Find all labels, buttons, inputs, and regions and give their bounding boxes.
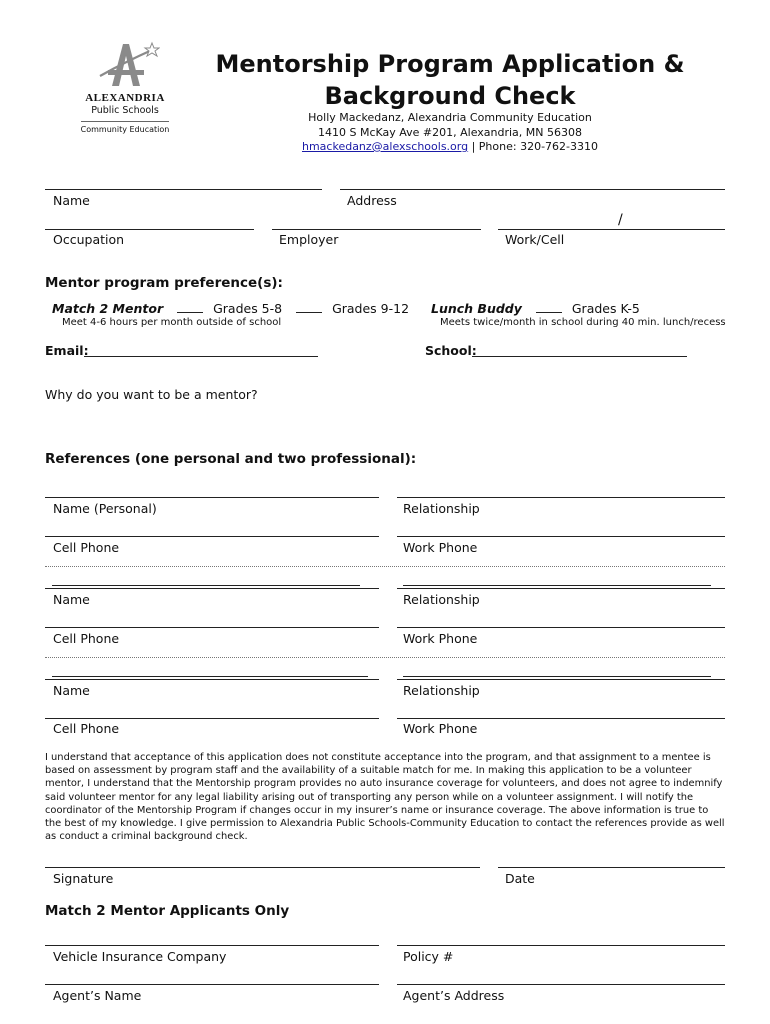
agent-name-line[interactable] xyxy=(45,984,379,985)
contact-email-phone xyxy=(190,140,710,155)
grades-9-12-checkline[interactable] xyxy=(296,302,322,313)
grades-k5-checkline[interactable] xyxy=(536,302,562,313)
alexandria-a-star-icon xyxy=(90,40,160,90)
agent-address-label: Agent’s Address xyxy=(403,988,505,1003)
ref2-work-label: Work Phone xyxy=(403,631,478,646)
ref1-cell-line[interactable] xyxy=(45,536,379,537)
references-heading: References (one personal and two professional): xyxy=(45,451,417,467)
ref2-name-label: Name xyxy=(53,592,90,607)
logo-org-dept: Community Education xyxy=(80,125,170,134)
match-only-heading: Match 2 Mentor Applicants Only xyxy=(45,903,290,919)
ref1-work-line[interactable] xyxy=(397,536,725,537)
ref2-name-blank[interactable] xyxy=(52,585,360,586)
email-label: Email: xyxy=(45,343,89,358)
phone-separator: / xyxy=(618,212,623,228)
ref3-name-line[interactable] xyxy=(45,679,379,680)
policy-label: Policy # xyxy=(403,949,454,964)
ref1-name-line[interactable] xyxy=(45,497,379,498)
email-line[interactable] xyxy=(84,356,318,357)
title-line-1: Mentorship Program Application & xyxy=(215,50,685,78)
ref3-work-line[interactable] xyxy=(397,718,725,719)
ref2-relationship-line[interactable] xyxy=(397,588,725,589)
ref3-name-label: Name xyxy=(53,683,90,698)
ref1-work-label: Work Phone xyxy=(403,540,478,555)
contact-name: Holly Mackedanz, Alexandria Community Education xyxy=(308,111,592,124)
ref3-cell-label: Cell Phone xyxy=(53,721,120,736)
ref1-name-label: Name (Personal) xyxy=(53,501,157,516)
email-link[interactable]: hmackedanz@alexschools.org xyxy=(301,140,469,153)
date-label: Date xyxy=(505,871,535,886)
match-2-mentor-label: Match 2 Mentor xyxy=(52,301,164,316)
vehicle-insurance-line[interactable] xyxy=(45,945,379,946)
ref2-cell-line[interactable] xyxy=(45,627,379,628)
ref3-relationship-blank[interactable] xyxy=(403,676,711,677)
name-label: Name xyxy=(53,193,90,208)
contact-block xyxy=(190,111,710,155)
contact-address: 1410 S McKay Ave #201, Alexandria, MN 56308 xyxy=(317,125,583,139)
vehicle-insurance-label: Vehicle Insurance Company xyxy=(53,949,227,964)
ref2-cell-label: Cell Phone xyxy=(53,631,120,646)
school-label: School: xyxy=(425,343,477,358)
logo-org-name: ALEXANDRIA xyxy=(85,92,165,104)
agreement-paragraph: I understand that acceptance of this application does not constitute acceptance into the program, and that assignment to a mentee is based on assessment by program staff and the availability of a suitable match for me. In making this application to be a volunteer mentor, I understand that the Mentorship program provides no auto insurance coverage for volunteers, and does not agree to indemnify said volunteer mentor for any legal liability arising out of transporting any person while on a volunteer assignment. I will notify the coordinator of the Mentorship Program if changes occur in my insurer’s name or insurance coverage. The above information is true to the best of my knowledge. I give permission to Alexandria Public Schools-Community Education to contact the references provide as well as conduct a criminal background check. xyxy=(45,752,725,843)
agent-address-line[interactable] xyxy=(397,984,725,985)
ref-divider-1 xyxy=(45,566,725,567)
ref3-work-label: Work Phone xyxy=(403,721,478,736)
match-2-mentor-row xyxy=(52,301,409,316)
ref2-work-line[interactable] xyxy=(397,627,725,628)
address-line[interactable] xyxy=(340,189,725,190)
occupation-line[interactable] xyxy=(45,229,254,230)
signature-line[interactable] xyxy=(45,867,480,868)
agent-name-label: Agent’s Name xyxy=(53,988,142,1003)
lunch-buddy-row xyxy=(431,301,640,316)
grades-9-12-label: Grades 9-12 xyxy=(332,301,410,316)
ref1-cell-label: Cell Phone xyxy=(53,540,120,555)
match-note: Meet 4-6 hours per month outside of school xyxy=(62,317,282,328)
contact-phone: | Phone: 320-762-3310 xyxy=(468,140,598,153)
school-logo xyxy=(70,40,180,134)
logo-org-sub: Public Schools xyxy=(91,105,159,116)
workcell-label: Work/Cell xyxy=(505,232,565,247)
ref2-relationship-label: Relationship xyxy=(403,592,480,607)
ref2-relationship-blank[interactable] xyxy=(403,585,711,586)
ref2-name-line[interactable] xyxy=(45,588,379,589)
school-line[interactable] xyxy=(472,356,687,357)
page-title xyxy=(190,48,710,112)
signature-label: Signature xyxy=(53,871,114,886)
policy-line[interactable] xyxy=(397,945,725,946)
title-line-2: Background Check xyxy=(324,82,576,110)
occupation-label: Occupation xyxy=(53,232,125,247)
ref3-relationship-label: Relationship xyxy=(403,683,480,698)
date-line[interactable] xyxy=(498,867,725,868)
ref1-relationship-label: Relationship xyxy=(403,501,480,516)
address-label: Address xyxy=(347,193,397,208)
ref3-name-blank[interactable] xyxy=(52,676,368,677)
grades-5-8-label: Grades 5-8 xyxy=(213,301,283,316)
why-mentor-question: Why do you want to be a mentor? xyxy=(45,387,258,402)
preferences-heading: Mentor program preference(s): xyxy=(45,275,283,291)
logo-divider xyxy=(81,121,169,122)
ref1-relationship-line[interactable] xyxy=(397,497,725,498)
lunch-note: Meets twice/month in school during 40 min. lunch/recess xyxy=(440,317,726,328)
workcell-line[interactable] xyxy=(498,229,725,230)
name-line[interactable] xyxy=(45,189,322,190)
grades-k5-label: Grades K-5 xyxy=(571,301,640,316)
employer-label: Employer xyxy=(279,232,339,247)
lunch-buddy-label: Lunch Buddy xyxy=(431,301,522,316)
ref3-cell-line[interactable] xyxy=(45,718,379,719)
employer-line[interactable] xyxy=(272,229,481,230)
ref-divider-2 xyxy=(45,657,725,658)
grades-5-8-checkline[interactable] xyxy=(177,302,203,313)
ref3-relationship-line[interactable] xyxy=(397,679,725,680)
